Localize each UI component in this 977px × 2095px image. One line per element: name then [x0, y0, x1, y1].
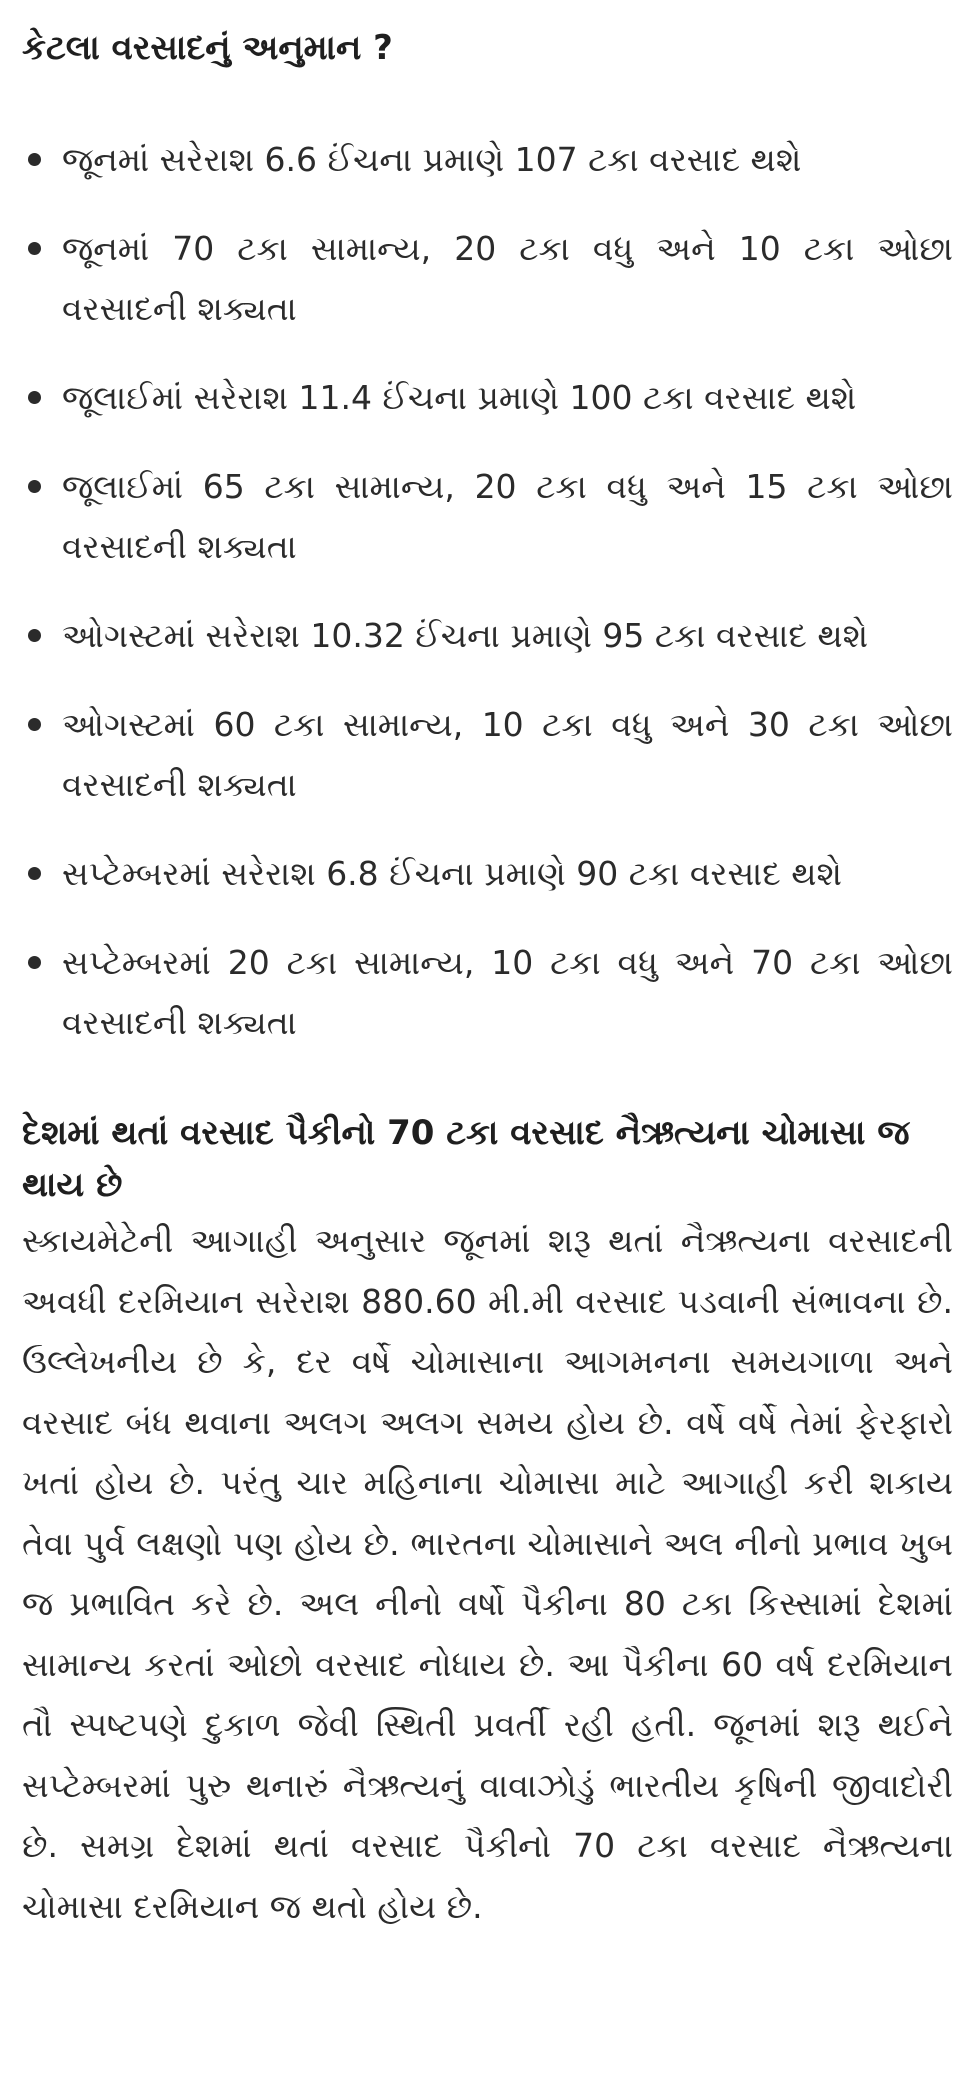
list-item — [22, 844, 953, 904]
bullet-icon — [28, 391, 41, 404]
bullet-icon — [28, 480, 41, 493]
list-item — [22, 457, 953, 577]
bullet-icon — [28, 242, 41, 255]
list-item — [22, 219, 953, 339]
bullet-icon — [28, 629, 41, 642]
rainfall-forecast-heading: કેટલા વરસાદનું અનુમાન ? — [22, 28, 393, 68]
list-item — [22, 933, 953, 1053]
list-item-text: જૂલાઈમાં સરેરાશ 11.4 ઈંચના પ્રમાણે 100 ટકા વરસાદ થશે — [62, 378, 857, 417]
list-item — [22, 130, 953, 190]
bullet-icon — [28, 153, 41, 166]
list-item-text: જૂનમાં સરેરાશ 6.6 ઈંચના પ્રમાણે 107 ટકા વરસાદ થશે — [62, 140, 802, 179]
list-item — [22, 368, 953, 428]
list-item-text: ઓગસ્ટમાં 60 ટકા સામાન્ય, 10 ટકા વધુ અને 30 ટકા ઓછા વરસાદની શક્યતા — [62, 705, 953, 804]
list-item-text: ઓગસ્ટમાં સરેરાશ 10.32 ઈંચના પ્રમાણે 95 ટકા વરસાદ થશે — [62, 616, 869, 655]
list-item — [22, 606, 953, 666]
list-item-text: જૂનમાં 70 ટકા સામાન્ય, 20 ટકા વધુ અને 10 ટકા ઓછા વરસાદની શક્યતા — [62, 229, 953, 328]
list-item — [22, 695, 953, 815]
bullet-icon — [28, 867, 41, 880]
bullet-icon — [28, 956, 41, 969]
list-item-text: સપ્ટેમ્બરમાં 20 ટકા સામાન્ય, 10 ટકા વધુ અને 70 ટકા ઓછા વરસાદની શક્યતા — [62, 943, 953, 1042]
monthly-forecast-list — [22, 130, 953, 1053]
monsoon-share-heading: દેશમાં થતાં વરસાદ પૈકીનો 70 ટકા વરસાદ નૈઋત્યના ચોમાસા જ થાય છે — [22, 1113, 910, 1205]
bullet-icon — [28, 718, 41, 731]
article-paragraph: સ્કાયમેટેની આગાહી અનુસાર જૂનમાં શરૂ થતાં નૈઋત્યના વરસાદની અવધી દરમિયાન સરેરાશ 880.60 મી.મી વરસાદ પડવાની સંભાવના છે. ઉલ્લેખનીય છે કે, દર વર્ષે ચોમાસાના આગમનના સમયગાળા અને વરસાદ બંધ થવાના અલગ અલગ સમય હોય છે. વર્ષે વર્ષે તેમાં ફેરફારો ખતાં હોય છે. પરંતુ ચાર મહિનાના ચોમાસા માટે આગાહી કરી શકાય તેવા પુર્વ લક્ષણો પણ હોય છે. ભારતના ચોમાસાને અલ નીનો પ્રભાવ ખુબ જ પ્રભાવિત કરે છે. અલ નીનો વર્ષો પૈકીના 80 ટકા કિસ્સામાં દેશમાં સામાન્ય કરતાં ઓછો વરસાદ નોધાય છે. આ પૈકીના 60 વર્ષ દરમિયાન તૌ સ્પષ્ટપણે દુકાળ જેવી સ્થિતી પ્રવર્તી રહી હતી. જૂનમાં શરૂ થઈને સપ્ટેમ્બરમાં પુરુ થનારું નૈઋત્યનું વાવાઝોડું ભારતીય કૃષિની જીવાદોરી છે. સમગ્ર દેશમાં થતાં વરસાદ પૈકીનો 70 ટકા વરસાદ નૈઋત્યના ચોમાસા દરમિયાન જ થતો હોય છે. — [22, 1221, 953, 1926]
list-item-text: જૂલાઈમાં 65 ટકા સામાન્ય, 20 ટકા વધુ અને 15 ટકા ઓછા વરસાદની શક્યતા — [62, 467, 953, 566]
list-item-text: સપ્ટેમ્બરમાં સરેરાશ 6.8 ઈંચના પ્રમાણે 90 ટકા વરસાદ થશે — [62, 854, 842, 893]
